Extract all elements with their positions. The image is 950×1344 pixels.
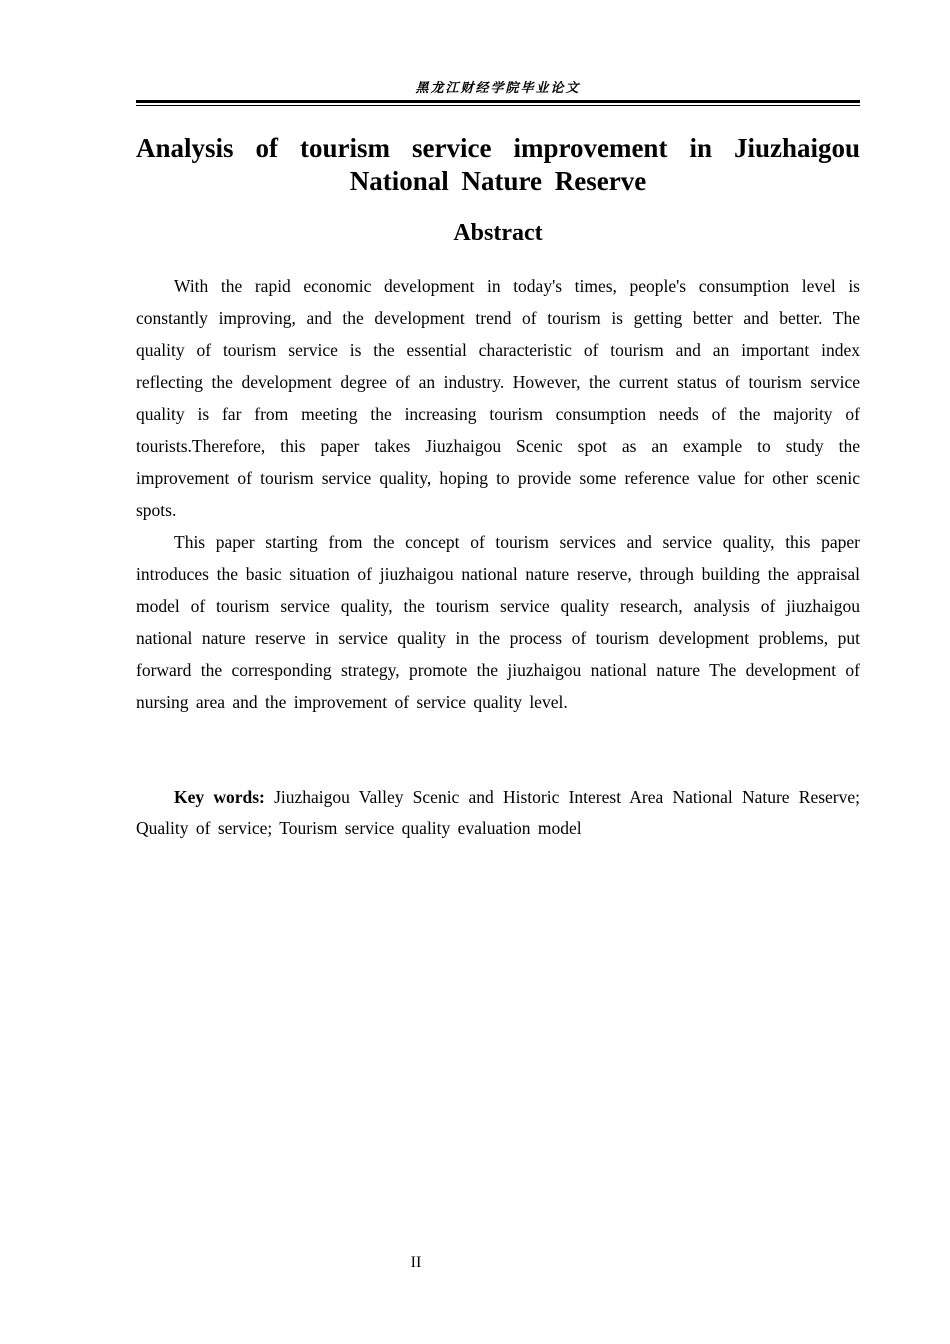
header-rule-thick [136, 100, 860, 103]
keywords-label: Key words: [174, 787, 265, 807]
abstract-paragraph-2: This paper starting from the concept of tourism services and service quality, this paper introduces the basic situation of jiuzhaigou national nature reserve, through building the appraisal model of tourism service quality, the tourism service quality research, analysis of jiuzhaigou national nature reserve in service quality in the process of tourism development problems, put forward the corresponding strategy, promote the jiuzhaigou national nature The development of nursing area and the improvement of service quality level. [136, 532, 860, 712]
abstract-body [136, 270, 860, 718]
running-header: 黑龙江财经学院毕业论文 [415, 81, 581, 96]
header-rule-thin [136, 105, 860, 106]
page-number: II [410, 1254, 422, 1271]
keywords-text: Jiuzhaigou Valley Scenic and Historic Interest Area National Nature Reserve; Quality of service; Tourism service quality evaluation model [136, 787, 860, 838]
thesis-title: Analysis of tourism service improvement in Jiuzhaigou National Nature Reserve [136, 133, 860, 196]
keywords-line [136, 782, 860, 844]
abstract-heading: Abstract [453, 220, 543, 246]
abstract-paragraph-1: With the rapid economic development in today's times, people's consumption level is constantly improving, and the development trend of tourism is getting better and better. The quality of tourism service is the essential characteristic of tourism and an important index reflecting the development degree of an industry. However, the current status of tourism service quality is far from meeting the increasing tourism consumption needs of the majority of tourists.Therefore, this paper takes Jiuzhaigou Scenic spot as an example to study the improvement of tourism service quality, hoping to provide some reference value for other scenic spots. [136, 276, 860, 520]
